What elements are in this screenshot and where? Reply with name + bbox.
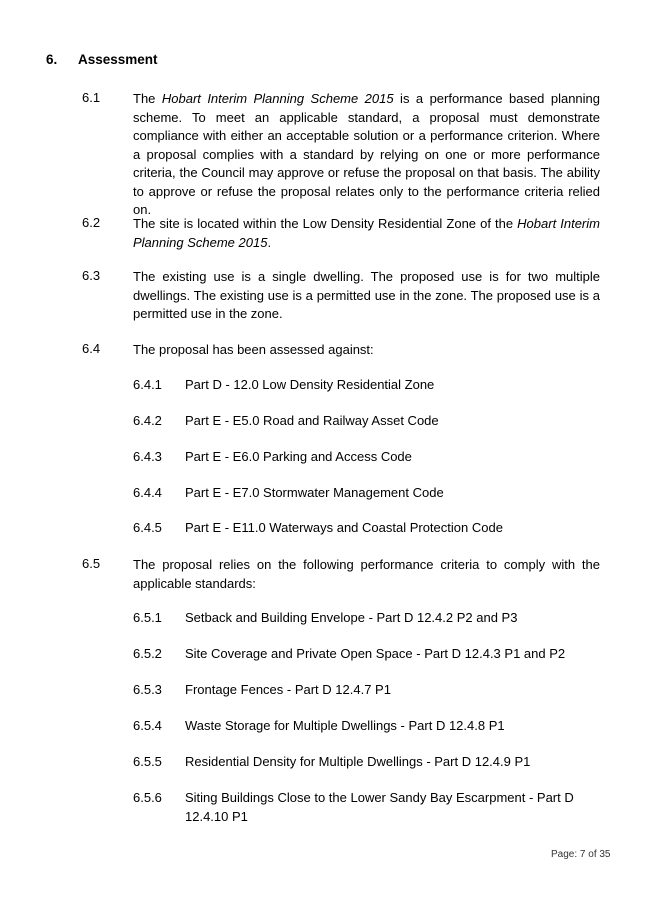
paragraph-text: The site is located within the Low Density Residential Zone of the Hobart Interim Planning Scheme 2015. [133,216,600,250]
paragraph-text: The existing use is a single dwelling. The proposed use is for two multiple dwellings. The existing use is a permitted use in the zone. The proposed use is a permitted use in the zone. [133,269,600,321]
list-item-text: Setback and Building Envelope - Part D 12.4.2 P2 and P3 [185,610,518,625]
list-item-number: 6.4.3 [133,449,162,464]
list-item-number: 6.4.2 [133,413,162,428]
list-item-text: Part E - E7.0 Stormwater Management Code [185,485,444,500]
list-item-number: 6.5.5 [133,754,162,769]
list-item [133,717,603,736]
paragraph-6-1 [82,90,600,220]
paragraph-number: 6.2 [82,215,101,230]
list-item [133,519,603,538]
list-item-number: 6.4.5 [133,520,162,535]
list-item-number: 6.5.3 [133,682,162,697]
list-item [133,681,603,700]
scheme-name: Hobart Interim Planning Scheme 2015 [161,91,394,106]
paragraph-text: The proposal has been assessed against: [133,342,374,357]
list-item-text: Part E - E6.0 Parking and Access Code [185,449,412,464]
list-item [133,448,603,467]
section-heading [46,52,158,67]
paragraph-6-3 [82,268,600,324]
list-item-text: Part D - 12.0 Low Density Residential Zone [185,377,435,392]
paragraph-6-5 [82,556,600,593]
paragraph-number: 6.1 [82,90,101,105]
list-item-number: 6.5.1 [133,610,162,625]
list-item [133,789,603,826]
paragraph-number: 6.4 [82,341,101,356]
paragraph-number: 6.5 [82,556,101,571]
list-item-text: Part E - E5.0 Road and Railway Asset Code [185,413,439,428]
list-item [133,484,603,503]
paragraph-text: The Hobart Interim Planning Scheme 2015 is a performance based planning scheme. To meet an applicable standard, a proposal must demonstrate compliance with either an acceptable solution or a performance criterion. Where a proposal complies with a standard by relying on one or more performance criteria, the Council may approve or refuse the proposal on that basis. The ability to approve or refuse the proposal relates only to the performance criteria relied on. [133,91,601,217]
list-item-text: Site Coverage and Private Open Space - Part D 12.4.3 P1 and P2 [185,646,566,661]
list-item-text: Frontage Fences - Part D 12.4.7 P1 [185,682,391,697]
paragraph-6-4 [82,341,600,360]
list-item-text: Siting Buildings Close to the Lower Sandy Bay Escarpment - Part D 12.4.10 P1 [185,790,574,824]
section-number: 6. [46,52,58,67]
page-number: Page: 7 of 35 [551,849,611,860]
list-item-number: 6.5.6 [133,790,162,805]
list-item-number: 6.5.4 [133,718,162,733]
paragraph-text: The proposal relies on the following performance criteria to comply with the applicable standards: [133,557,600,591]
list-item-number: 6.4.4 [133,485,162,500]
list-item [133,645,603,664]
list-item-text: Waste Storage for Multiple Dwellings - Part D 12.4.8 P1 [185,718,505,733]
list-item-number: 6.5.2 [133,646,162,661]
list-item-text: Residential Density for Multiple Dwellings - Part D 12.4.9 P1 [185,754,531,769]
section-title: Assessment [78,52,158,67]
list-item [133,609,603,628]
list-item-text: Part E - E11.0 Waterways and Coastal Protection Code [185,520,503,535]
list-item [133,753,603,772]
paragraph-number: 6.3 [82,268,101,283]
scheme-name: Hobart Interim Planning Scheme 2015 [133,216,600,250]
paragraph-6-2 [82,215,600,252]
list-item-number: 6.4.1 [133,377,162,392]
list-item [133,376,603,395]
list-item [133,412,603,431]
